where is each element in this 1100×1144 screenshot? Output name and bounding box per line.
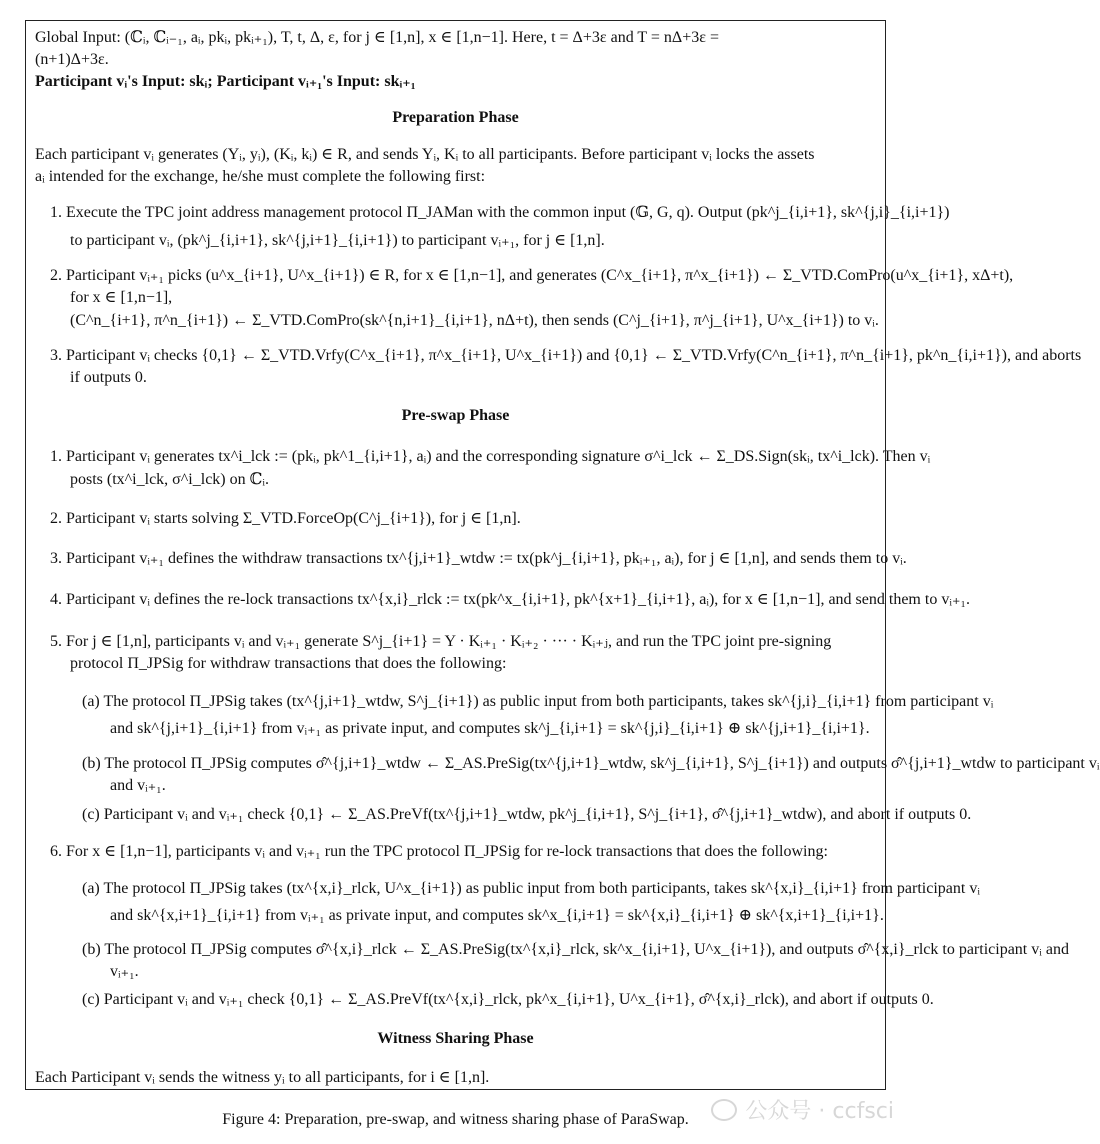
global-input-text-1: Global Input: (ℂᵢ, ℂᵢ₋₁, aᵢ, pkᵢ, pkᵢ₊₁), T, t, Δ, ε, for j ∈ [1,n], x ∈ [1,n−1]. Here, t = Δ+3ε and T = nΔ+3ε = bbox=[35, 29, 719, 46]
preswap-step-2: 2. Participant vᵢ starts solving Σ_VTD.ForceOp(C^j_{i+1}), for j ∈ [1,n]. bbox=[50, 510, 521, 527]
preswap-step-1-a: 1. Participant vᵢ generates tx^i_lck := (pkᵢ, pk^1_{i,i+1}, aᵢ) and the corresponding signature σ^i_lck ← Σ_DS.Sign(skᵢ, tx^i_lck). Then vᵢ bbox=[50, 448, 931, 465]
prep-line-1: Each participant vᵢ generates (Yᵢ, yᵢ), (Kᵢ, kᵢ) ∈ R, and sends Yᵢ, Kᵢ to all participants. Before participant vᵢ locks the assets bbox=[35, 146, 815, 163]
preswap-step-4: 4. Participant vᵢ defines the re-lock transactions tx^{x,i}_rlck := tx(pk^x_{i,i+1}, pk^{x+1}_{i,i+1}, aᵢ), for x ∈ [1,n−1], and send them to vᵢ₊₁. bbox=[50, 591, 970, 608]
wechat-icon bbox=[711, 1099, 737, 1121]
preswap-step-5-b: protocol Π_JPSig for withdraw transactions that does the following: bbox=[70, 655, 507, 672]
watermark bbox=[711, 1094, 894, 1125]
preswap-step-6a-2: and sk^{x,i+1}_{i,i+1} from vᵢ₊₁ as private input, and computes sk^x_{i,i+1} = sk^{x,i}_{i,i+1} ⊕ sk^{x,i+1}_{i,i+1}. bbox=[110, 907, 884, 924]
prep-step-2-a: 2. Participant vᵢ₊₁ picks (u^x_{i+1}, U^x_{i+1}) ∈ R, for x ∈ [1,n−1], and generates (C^x_{i+1}, π^x_{i+1}) ← Σ_VTD.ComPro(u^x_{i+1}, xΔ+t), bbox=[50, 267, 1014, 284]
participant-inputs-text: Participant vᵢ's Input: skᵢ; Participant vᵢ₊₁'s Input: skᵢ₊₁ bbox=[35, 73, 416, 90]
preswap-step-6b-1: (b) The protocol Π_JPSig computes σ̂^{x,i}_rlck ← Σ_AS.PreSig(tx^{x,i}_rlck, sk^x_{i,i+1}, U^x_{i+1}), and outputs σ̂^{x,i}_rlck to participant vᵢ and bbox=[82, 941, 1069, 958]
preparation-phase-title: Preparation Phase bbox=[392, 109, 519, 126]
preswap-step-5c: (c) Participant vᵢ and vᵢ₊₁ check {0,1} ← Σ_AS.PreVf(tx^{j,i+1}_wtdw, pk^j_{i,i+1}, S^j_{i+1}, σ̂^{j,i+1}_wtdw), and abort if outputs 0. bbox=[82, 806, 972, 823]
preswap-step-3: 3. Participant vᵢ₊₁ defines the withdraw transactions tx^{j,i+1}_wtdw := tx(pk^j_{i,i+1}, pkᵢ₊₁, aᵢ), for j ∈ [1,n], and sends them to vᵢ. bbox=[50, 550, 907, 567]
prep-step-2-b: for x ∈ [1,n−1], bbox=[70, 289, 173, 306]
watermark-text: 公众号 · ccfsci bbox=[745, 1099, 894, 1124]
preswap-step-5a-2: and sk^{j,i+1}_{i,i+1} from vᵢ₊₁ as private input, and computes sk^j_{i,i+1} = sk^{j,i}_{i,i+1} ⊕ sk^{j,i+1}_{i,i+1}. bbox=[110, 720, 870, 737]
preswap-step-5-a: 5. For j ∈ [1,n], participants vᵢ and vᵢ₊₁ generate S^j_{i+1} = Y · Kᵢ₊₁ · Kᵢ₊₂ · ··· · Kᵢ₊ⱼ, and run the TPC joint pre-signing bbox=[50, 633, 832, 650]
global-input-line-1 bbox=[35, 28, 719, 48]
preswap-step-6: 6. For x ∈ [1,n−1], participants vᵢ and vᵢ₊₁ run the TPC protocol Π_JPSig for re-lock transactions that does the following: bbox=[50, 843, 828, 860]
witness-line-1: Each Participant vᵢ sends the witness yᵢ to all participants, for i ∈ [1,n]. bbox=[35, 1069, 490, 1086]
figure-caption: Figure 4: Preparation, pre-swap, and witness sharing phase of ParaSwap. bbox=[222, 1111, 689, 1128]
preswap-step-6b-2: vᵢ₊₁. bbox=[110, 963, 139, 980]
prep-line-2: aᵢ intended for the exchange, he/she must complete the following first: bbox=[35, 168, 486, 185]
preswap-step-5a-1: (a) The protocol Π_JPSig takes (tx^{j,i+1}_wtdw, S^j_{i+1}) as public input from both participants, takes sk^{j,i}_{i,i+1} from participant vᵢ bbox=[82, 693, 994, 710]
prep-step-3-a: 3. Participant vᵢ checks {0,1} ← Σ_VTD.Vrfy(C^x_{i+1}, π^x_{i+1}, U^x_{i+1}) and {0,1} ← Σ_VTD.Vrfy(C^n_{i+1}, π^n_{i+1}, pk^n_{i,i+1}), and aborts bbox=[50, 347, 1082, 364]
prep-step-3-b: if outputs 0. bbox=[70, 369, 147, 386]
preswap-step-6c: (c) Participant vᵢ and vᵢ₊₁ check {0,1} ← Σ_AS.PreVf(tx^{x,i}_rlck, pk^x_{i,i+1}, U^x_{i+1}, σ̂^{x,i}_rlck), and abort if outputs 0. bbox=[82, 991, 934, 1008]
witness-phase-title: Witness Sharing Phase bbox=[377, 1030, 534, 1047]
preswap-step-6a-1: (a) The protocol Π_JPSig takes (tx^{x,i}_rlck, U^x_{i+1}) as public input from both participants, takes sk^{x,i}_{i,i+1} from participant vᵢ bbox=[82, 880, 980, 897]
preswap-phase-title: Pre-swap Phase bbox=[401, 407, 510, 424]
participant-inputs bbox=[35, 72, 416, 92]
prep-step-1-a: 1. Execute the TPC joint address management protocol Π_JAMan with the common input (𝔾, G, q). Output (pk^j_{i,i+1}, sk^{j,i}_{i,i+1}) bbox=[50, 204, 950, 221]
global-input-text-2: (n+1)Δ+3ε. bbox=[35, 51, 109, 68]
global-input-line-2 bbox=[35, 50, 109, 70]
prep-step-1-b: to participant vᵢ, (pk^j_{i,i+1}, sk^{j,i+1}_{i,i+1}) to participant vᵢ₊₁, for j ∈ [1,n]. bbox=[70, 232, 605, 249]
preswap-step-5b-1: (b) The protocol Π_JPSig computes σ̂^{j,i+1}_wtdw ← Σ_AS.PreSig(tx^{j,i+1}_wtdw, sk^j_{i,i+1}, S^j_{i+1}) and outputs σ̂^{j,i+1}_wtdw to participant vᵢ bbox=[82, 755, 1100, 772]
preswap-step-5b-2: and vᵢ₊₁. bbox=[110, 777, 166, 794]
preswap-step-1-b: posts (tx^i_lck, σ^i_lck) on ℂᵢ. bbox=[70, 471, 269, 488]
prep-step-2-c: (C^n_{i+1}, π^n_{i+1}) ← Σ_VTD.ComPro(sk^{n,i+1}_{i,i+1}, nΔ+t), then sends (C^j_{i+1}, π^j_{i+1}, U^x_{i+1}) to vᵢ. bbox=[70, 312, 879, 329]
